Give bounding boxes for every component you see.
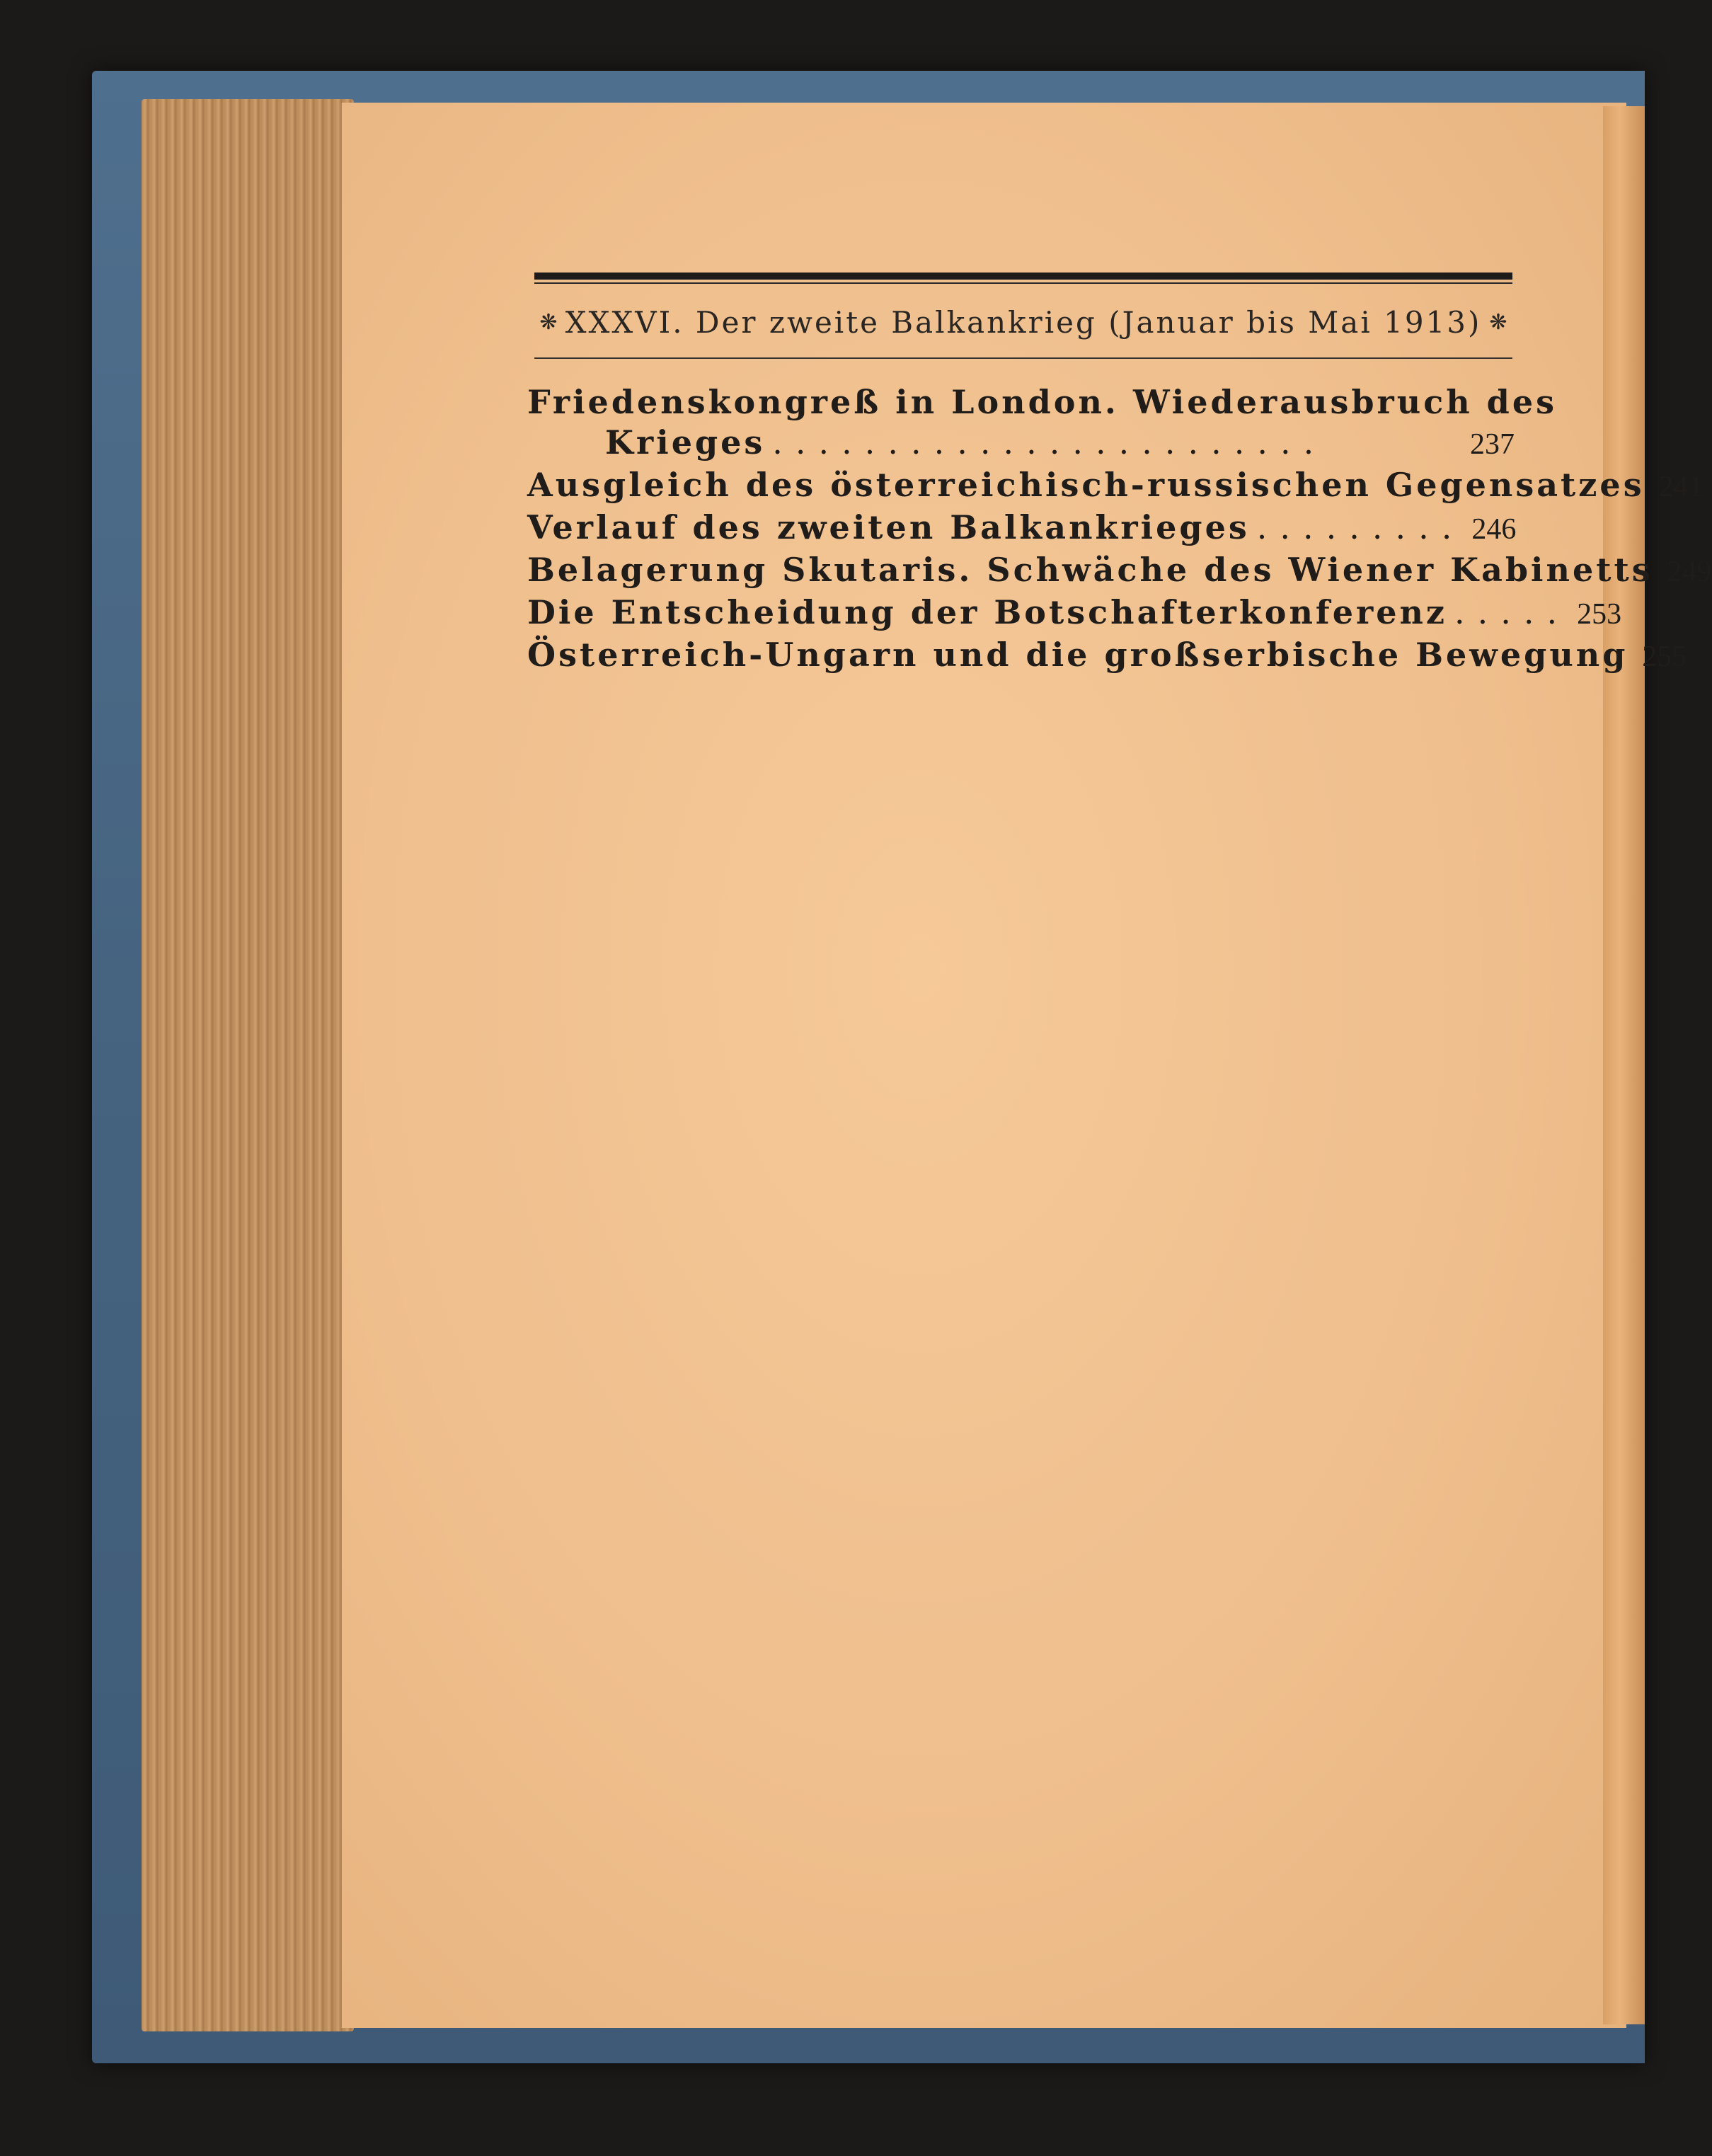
toc-entry-title: Verlauf des zweiten Balkankrieges (527, 508, 1250, 546)
toc-entry-title: Die Entscheidung der Botschafterkonferenz (527, 593, 1448, 631)
toc-entry (527, 508, 1515, 550)
toc-leader-dots: ..... (1454, 593, 1570, 631)
toc-page-number: 249 (1667, 556, 1712, 588)
chapter-title: XXXVI. Der zweite Balkankrieg (Januar bis Mai 1913) (565, 304, 1482, 340)
page-edges (142, 99, 354, 2031)
toc-entry-title: Ausgleich des österreichisch-russischen Gegensatzes (527, 466, 1645, 504)
toc-entry (527, 382, 1557, 423)
header-rule-thick (534, 273, 1512, 280)
book-gutter (1603, 106, 1645, 2024)
header-rule-bottom (534, 357, 1512, 359)
toc-leader-dots: ......... (1256, 508, 1465, 546)
toc-leader-dots: ........................ (772, 423, 1327, 461)
toc-entry (527, 635, 1687, 677)
toc-page-number: 255 (1642, 641, 1687, 673)
toc-entry (527, 592, 1622, 635)
toc-page-number: 237 (1470, 428, 1515, 461)
toc-entry-title: Belagerung Skutaris. Schwäche des Wiener Kabinetts (527, 551, 1653, 589)
ornament-right-icon: ❋ (1489, 309, 1507, 335)
toc-entry-title: Krieges (605, 423, 766, 461)
toc-page-number: 253 (1577, 598, 1622, 631)
header-rule-thin (534, 282, 1512, 284)
table-of-contents (527, 382, 1712, 677)
running-header (534, 301, 1512, 343)
toc-entry (527, 465, 1704, 508)
toc-entry-title: Friedenskongreß in London. Wiederausbruch des (527, 383, 1557, 421)
toc-page-number: 241 (1658, 471, 1704, 503)
toc-entry-continuation (527, 423, 1515, 465)
toc-entry-title: Österreich-Ungarn und die großserbische Bewegung (527, 636, 1628, 674)
ornament-left-icon: ❋ (539, 309, 558, 335)
toc-entry (527, 550, 1712, 592)
toc-page-number: 246 (1471, 513, 1517, 546)
